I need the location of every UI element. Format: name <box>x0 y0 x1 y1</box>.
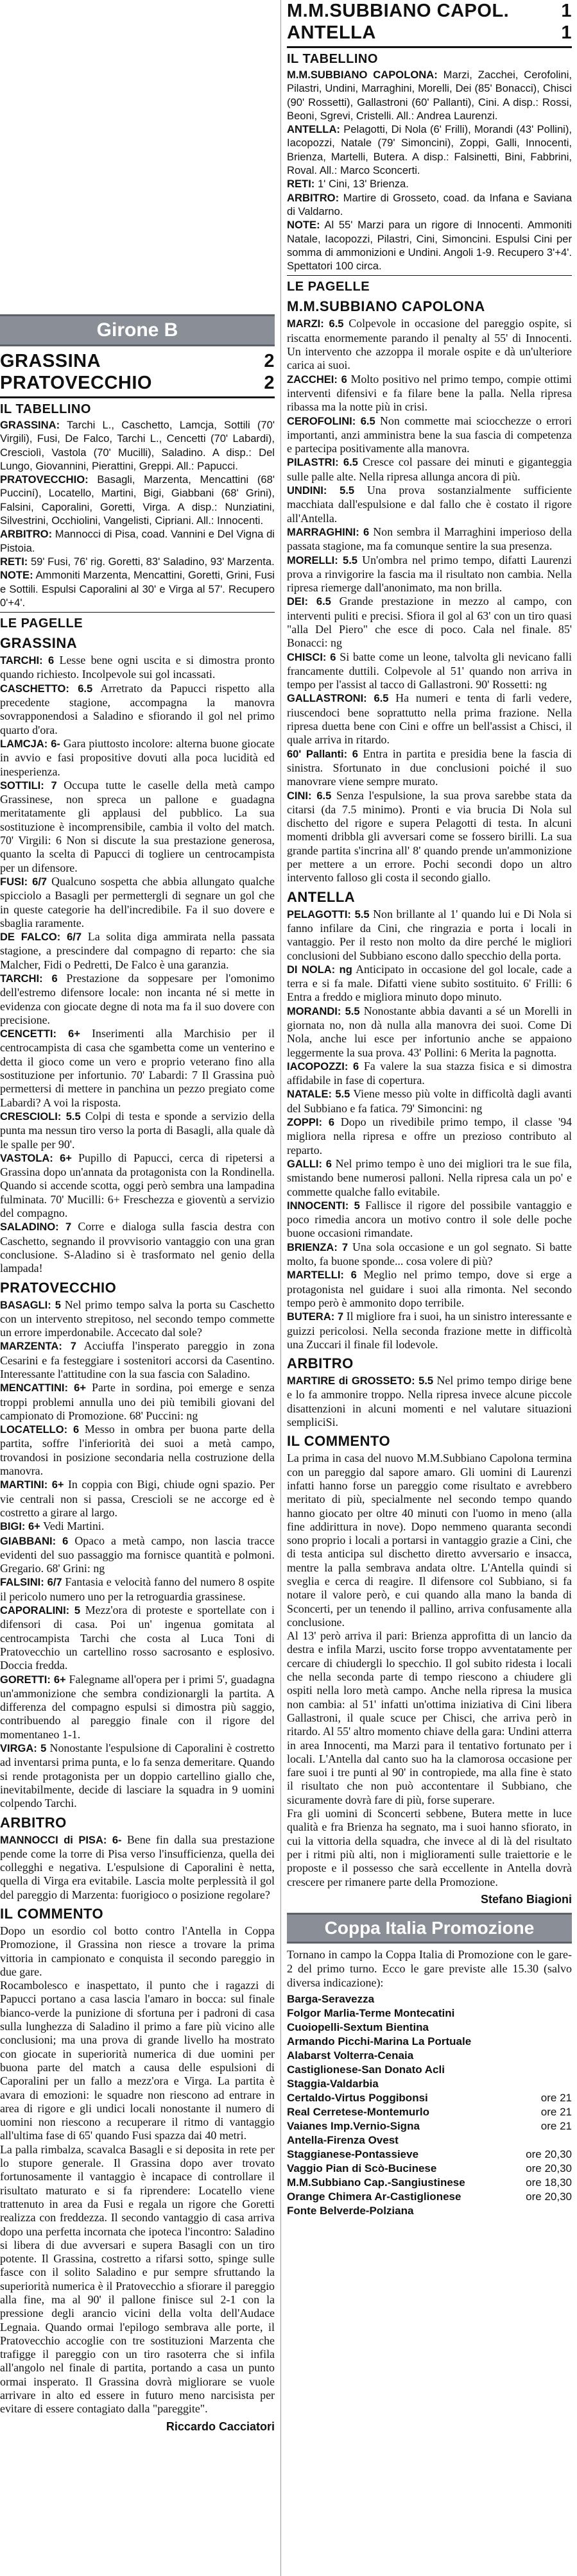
paragraph-text: Pupillo di Papucci, cerca di ripetersi a Grassina dopo un'annata da protagonista con la Rondinella. Quando si accende scotta, oggi però sembra una lampadina fulminata. 70' Mucilli: 6+ Freschezza e gioventù a servizio del compagno. <box>0 1151 275 1220</box>
paragraph-label: MARTELLI: 6 <box>287 1269 357 1282</box>
fixture-row <box>287 2049 572 2063</box>
paragraph-text: Il migliore fra i suoi, ha un sinistro interessante e guizzi pericolosi. Nella seconda frazione mette in difficoltà una Zuccari il finale fil lodevole. <box>287 1310 572 1351</box>
tabellino-title: IL TABELLINO <box>0 402 91 416</box>
paragraph-label: GORETTI: 6+ <box>0 1674 66 1686</box>
paragraph-label: 60' Pallanti: 6 <box>287 748 358 760</box>
paragraph-text: Anticipato in occasione del gol locale, cade a terra e si fa male. Difatti viene subito sostituito. 6' Frilli: 6 Entra a freddo e migliora minuto dopo minuto. <box>287 962 572 1004</box>
paragraph <box>287 789 572 885</box>
rule <box>287 46 572 48</box>
fixture-row <box>287 2148 572 2162</box>
paragraph-label: IACOPOZZI: 6 <box>287 1060 359 1072</box>
arbitro-title: ARBITRO <box>0 1814 67 1831</box>
paragraph-label: PRATOVECCHIO: <box>0 473 89 486</box>
paragraph <box>0 1110 275 1151</box>
paragraph-text: Mezz'ora di proteste e sportellate con i difensori di casa. Poi un' ingenua gomitata al centrocampista Tarchi che costa al Luca Toni di Pratovecchio un cartellino rosso sacrosanto e esplosivo. Doccia fredda. <box>0 1604 275 1672</box>
paragraph-text: Dopo un rivedibile primo tempo, il classe '94 migliora nella ripresa e offre un prezioso contributo al reparto. <box>287 1115 572 1157</box>
fixture-match: Castiglionese-San Donato Acli <box>287 2063 445 2076</box>
paragraph <box>287 1310 572 1352</box>
paragraph-text: Nonostante l'espulsione di Caporalini è costretto ad inventarsi prima punta, e lo fa senza demeritare. Quando si rende protagonista per un doppio cartellino giallo che, inevitabilmente, decide di lasciare la squadra in 9 uomini colpendo Tarchi. <box>0 1741 275 1810</box>
fixture-match: Vaggio Pian di Scò-Bucinese <box>287 2162 437 2174</box>
paragraph-label: FUSI: 6/7 <box>0 876 47 888</box>
paragraph <box>287 1087 572 1115</box>
home-team: GRASSINA <box>0 351 101 371</box>
paragraph-text: Al 55' Marzi para un rigore di Innocenti. Ammoniti Natale, Iacopozzi, Pilastri, Cini, Simoncini. Espulsi Cini per somma di ammonizioni e Undini. Angoli 1-9. Recupero 3'+4'. Spettatori 100 circa. <box>287 219 572 273</box>
paragraph-label: VASTOLA: 6+ <box>0 1152 72 1164</box>
away-score: 1 <box>561 22 572 43</box>
commento-title: IL COMMENTO <box>0 1905 104 1922</box>
commento-body <box>287 1452 572 1889</box>
paragraph-text: Opaco a metà campo, non lascia tracce evidenti del suo passaggio ma fornisce quantità e polmoni. Gregario. 68' Grini: ng <box>0 1534 275 1575</box>
paragraph-label: DE FALCO: 6/7 <box>0 931 82 944</box>
paragraph <box>287 317 572 372</box>
paragraph-label: BRIENZA: 7 <box>287 1241 349 1253</box>
paragraph-text: Non brillante al 1' quando lui e Di Nola si fanno infilare da Cini, che ringrazia e porta i locali in vantaggio. Per il resto non molto da dire perché le migliori conclusioni del Subbiano escono dallo specchio della porta. <box>287 907 572 962</box>
paragraph-label: MARRAGHINI: 6 <box>287 526 370 538</box>
paragraph-label: ZACCHEI: 6 <box>287 373 347 386</box>
paragraph-text: Una sola occasione e un gol segnato. Si batte molto, fa buone sponde... cosa volere di più? <box>287 1240 572 1268</box>
paragraph-text: Pelagotti, Di Nola (6' Frilli), Morandi (43' Pollini), Iacopozzi, Natale (79' Simoncini), Zoppi, Galli, Innocenti, Brienza, Martelli, Butera. A disp.: Falsinetti, Bini, Fabbrini, Roval. All.: Marco Sconcerti. <box>287 123 572 177</box>
paragraph <box>287 484 572 525</box>
commento-body <box>0 1924 275 2416</box>
paragraph <box>287 191 572 219</box>
fixture-match: Orange Chimera Ar-Castiglionese <box>287 2190 461 2203</box>
paragraph <box>0 779 275 875</box>
paragraph <box>0 682 275 737</box>
paragraph-label: GALLASTRONI: 6.5 <box>287 693 389 705</box>
paragraph-text: Falegname all'opera per i primi 5', guadagna un'ammonizione che sembra condizionargli la partita. A differenza del compagno espulsi si dimostra più saggio, contribuendo al pareggio finale con il rigore del momentaneo 1-1. <box>0 1672 275 1741</box>
fixture-row <box>287 2021 572 2035</box>
score-away <box>287 22 572 44</box>
paragraph-label: VIRGA: 5 <box>0 1743 47 1755</box>
paragraph <box>287 1241 572 1269</box>
paragraph <box>0 555 275 568</box>
paragraph-label: ANTELLA: <box>287 123 340 136</box>
paragraph <box>0 1381 275 1423</box>
paragraph-label: CASCHETTO: 6.5 <box>0 682 93 695</box>
fixture-row <box>287 2176 572 2190</box>
paragraph-label: PELAGOTTI: 5.5 <box>287 908 370 920</box>
fixture-match: M.M.Subbiano Cap.-Sangiustinese <box>287 2176 465 2189</box>
paragraph-text: Marzi, Zacchei, Cerofolini, Pilastri, Undini, Marraghini, Morelli, Dei (85' Bonacci), Chisci (90' Rossetti), Gallastroni (60' Pallanti), Cini. A disp.: Rossi, Beoni, Sgrevi, Cristelli. All.: Andrea Laurenzi. <box>287 69 572 122</box>
fixture-match: Real Cerretese-Montemurlo <box>287 2105 430 2118</box>
paragraph <box>0 568 275 609</box>
home-score: 1 <box>561 1 572 21</box>
paragraph <box>0 473 275 527</box>
tabellino-title: IL TABELLINO <box>287 52 378 66</box>
commento-paragraph: La prima in casa del nuovo M.M.Subbiano Capolona termina con un pareggio dal sapore amaro. Gli uomini di Laurenzi infatti hanno forse un pareggio come risultato e avrebbero meritato di più, specialmente nel secondo tempo quando hanno giocato per oltre 40 minuti con l'uomo in meno (alla fine addirittura in nove). Dopo nemmeno quaranta secondi sono proprio i locali a portarsi in vantaggio grazie a Cini, che di testa anticipa sul dischetto diretto avversario e insacca, mentre la palla sembrava andata oltre. L'Antella quindi si sveglia e cerca di reagire. Il difensore col Subbiano, si fa notare il valore però, e cui quando alla mano la banda di Sconcerti, per un tenendo il pallino, arriva confusamente alla conclusione. <box>287 1452 572 1629</box>
pagelle-pratovecchio <box>0 1298 275 1811</box>
paragraph-text: Una prova sostanzialmente sufficiente macchiata dall'espulsione e dal fallo che è costato il rigore all'Antella. <box>287 484 572 525</box>
fixture-time: ore 21 <box>540 2105 572 2118</box>
score-home <box>287 0 572 22</box>
empty-top-area <box>0 0 275 314</box>
pagelle-subbiano <box>287 317 572 885</box>
paragraph-text: Fallisce il rigore del possibile vantaggio e poco rimedia ancora un motivo contro il sole delle poche buone occasioni rimandate. <box>287 1198 572 1240</box>
paragraph <box>0 1478 275 1520</box>
away-team: ANTELLA <box>287 22 376 43</box>
paragraph <box>0 1027 275 1110</box>
fixture-row <box>287 2204 572 2218</box>
paragraph-label: NOTE: <box>287 219 320 232</box>
paragraph <box>287 1115 572 1157</box>
arbitro-body <box>0 1833 275 1902</box>
paragraph-text: Gara piuttosto incolore: alterna buone giocate in avvio e fasi propositive dovuti alla poca lucidità ed inesperienza. <box>0 736 275 778</box>
paragraph-text: Colpi di testa e sponde a servizio della punta ma nessun tiro verso la porta di Basagli, alla quale dà le spalle per 90'. <box>0 1109 275 1151</box>
fixture-time: ore 20,30 <box>526 2162 572 2174</box>
paragraph <box>287 1374 572 1429</box>
pagelle-title: LE PAGELLE <box>287 280 370 294</box>
fixture-time: ore 20,30 <box>526 2190 572 2203</box>
paragraph-label: CINI: 6.5 <box>287 790 332 802</box>
paragraph-label: INNOCENTI: 5 <box>287 1199 360 1212</box>
paragraph <box>287 525 572 554</box>
paragraph-text: Martire di Grosseto, coad. da Infana e Saviana di Valdarno. <box>287 191 572 217</box>
paragraph-label: CAPORALINI: 5 <box>0 1605 81 1617</box>
commento-title: IL COMMENTO <box>287 1433 391 1450</box>
paragraph-label: GALLI: 6 <box>287 1158 332 1170</box>
paragraph-label: DEI: 6.5 <box>287 596 331 608</box>
paragraph-text: Messo in ombra per buona parte della partita, soffre l'inferiorità dei suoi a metà campo, trovandosi in posizione secondaria nella costruzione della manovra. <box>0 1423 275 1478</box>
paragraph-text: Parte in sordina, poi emerge e senza troppi problemi annulla uno dei più temibili giovani del campionato di Promozione. 68' Puccini: ng <box>0 1381 275 1422</box>
paragraph-label: MARTINI: 6+ <box>0 1479 64 1491</box>
paragraph-label: MORELLI: 5.5 <box>287 554 357 566</box>
paragraph <box>0 1339 275 1381</box>
paragraph-text: Fa valere la sua stazza fisica e si dimostra affidabile in fase di copertura. <box>287 1059 572 1087</box>
paragraph <box>0 1151 275 1220</box>
article-signature: Riccardo Cacciatori <box>166 2419 275 2433</box>
paragraph-text: Nonostante abbia davanti a sé un Morelli in giornata no, non dà nulla alla manovra dei suoi. Come Di Nola, anche lui esce per infortunio anche se appaiono leggermente la sua prova. 43' Pollini: 6 Merita la pagnotta. <box>287 1004 572 1059</box>
paragraph-text: Lesse bene ogni uscita e si dimostra pronto quando richiesto. Incolpevole sui gol incassati. <box>0 654 275 681</box>
paragraph-text: Meglio nel primo tempo, dove si erge a protagonista nel guidare i suoi alla rimonta. Nel secondo tempo però è ammonito dopo terribile. <box>287 1268 572 1309</box>
fixture-row <box>287 1992 572 2006</box>
paragraph-label: M.M.SUBBIANO CAPOLONA: <box>287 69 438 81</box>
fixture-match: Armando Picchi-Marina La Portuale <box>287 2035 472 2047</box>
paragraph-label: NOTE: <box>0 569 33 582</box>
fixture-row <box>287 2006 572 2021</box>
pagelle-title: LE PAGELLE <box>0 616 83 631</box>
rule <box>0 396 275 398</box>
away-score: 2 <box>264 373 275 393</box>
paragraph-text: Non commette mai sciocchezze o errori importanti, anzi amministra bene la sua fascia di competenza e partecipa positivamente alla manovra. <box>287 414 572 455</box>
arbitro-body <box>287 1374 572 1429</box>
paragraph-text: Corre e dialoga sulla fascia destra con Caschetto, segnando il provvisorio vantaggio con una gran conclusione. S-Aladino si è trasformato nel genio della lampada! <box>0 1220 275 1275</box>
paragraph <box>0 1220 275 1275</box>
right-column <box>287 0 572 2576</box>
paragraph <box>287 1199 572 1241</box>
fixture-row <box>287 2035 572 2049</box>
article-signature: Stefano Biagioni <box>480 1892 572 1906</box>
paragraph <box>287 908 572 963</box>
fixtures-list <box>287 1992 572 2218</box>
paragraph-text: Mannocci di Pisa, coad. Vannini e Del Vigna di Pistoia. <box>0 528 275 554</box>
commento-paragraph: Fra gli uomini di Sconcerti sebbene, Butera mette in luce qualità e fra Brienza ha segnato, ma i suoi hanno sfiorato, in cui la vittoria della squadra, che invece al di là del risultato per i ritmi più alti, non i miglioramenti sulle traiettorie e le proposte e il possesso che sarà eccellente in Antella dovrà crescere per rimanere parte della Promozione. <box>287 1807 572 1888</box>
paragraph-text: Molto positivo nel primo tempo, compie ottimi interventi difensivi e fa filare bene la palla. Nella ripresa ribassa ma la notte più in crisi. <box>287 372 572 414</box>
left-column <box>0 0 275 2576</box>
paragraph <box>287 455 572 484</box>
paragraph-label: CEROFOLINI: 6.5 <box>287 415 375 427</box>
paragraph <box>0 1298 275 1340</box>
paragraph-text: Acciuffa l'insperato pareggio in zona Cesarini e fa festeggiare i sostenitori accorsi da Casentino. Interessante l'attitudine con la sua fascia con Saladino. <box>0 1339 275 1380</box>
commento-paragraph: La palla rimbalza, scavalca Basagli e si deposita in rete per lo stupore generale. Il Grassina dopo aver trovato fortunosamente il vantaggio è incapace di controllare il risultato maturato e si fa riprendere: Locatello viene trattenuto in area da Fusi e regala un rigore che Goretti realizza con freddezza. Il secondo vantaggio di casa arriva dopo una perfetta incornata che ipoteca l'incontro: Saladino si libera di due avversari e supera Basagli con un tiro potente. Il Grassina, costretto a rifarsi sotto, spinge sulle fasce con il solito Saladino e pur sempre sfruttando la superiorità numerica è il Pratovecchio a sfiorare il pareggio alla fine, ma al 90' il pallone finisce sul 2-1 con la pressione degli arancio vicini della volta dell'Audace Legnaia. Quando ormai l'epilogo sembrava alle porte, il Pratovecchio accoglie con tre sostituzioni Marzenta che trafigge il pareggio con un tiro rasoterra che si infila all'angolo nel finale di partita, portando a casa un punto ormai insperato. Il Grassina dovrà migliorare se vuole arrivare in alto ed essere in futuro meno narcisista per evitare di essere contagiato dalla "pareggite". <box>0 2142 275 2416</box>
paragraph <box>287 554 572 595</box>
fixture-match: Staggianese-Pontassieve <box>287 2148 419 2160</box>
paragraph <box>0 1534 275 1576</box>
paragraph-label: MARZI: 6.5 <box>287 318 344 330</box>
coppa-banner: Coppa Italia Promozione <box>287 1913 572 1944</box>
paragraph-label: GIABBANI: 6 <box>0 1535 69 1547</box>
team-title-pratovecchio: PRATOVECCHIO <box>0 1279 117 1296</box>
paragraph-text: Bene fin dalla sua prestazione pende come la torre di Pisa verso l'insufficienza, quella dei collegghi e negativa. L'espulsione di Caporalini è netta, quella di Virga era evitabile. Lascia molte perplessità il gol del pareggio di Marzenta: fuorigioco o posizione regolare? <box>0 1833 275 1901</box>
fixture-time: ore 21 <box>540 2091 572 2104</box>
paragraph-label: DI NOLA: ng <box>287 963 352 976</box>
paragraph-label: TARCHI: 6 <box>0 972 58 985</box>
paragraph <box>287 963 572 1004</box>
paragraph-label: RETI: <box>0 555 28 568</box>
fixture-match: Staggia-Valdarbia <box>287 2077 379 2090</box>
fixture-row <box>287 2119 572 2133</box>
tabellino-body <box>0 418 275 609</box>
paragraph-label: BIGI: 6+ <box>0 1521 40 1533</box>
paragraph-text: Viene messo più volte in difficoltà dagli avanti del Subbiano e fa fatica. 79' Simoncini: ng <box>287 1087 572 1115</box>
fixture-match: Fonte Belverde-Polziana <box>287 2204 414 2217</box>
paragraph <box>287 218 572 273</box>
paragraph-label: TARCHI: 6 <box>0 655 55 667</box>
group-banner: Girone B <box>0 314 275 346</box>
commento-paragraph: Dopo un esordio col botto contro l'Antella in Coppa Promozione, il Grassina non riesce a trovare la prima vittoria in campionato e conquista il secondo pareggio in due gare. <box>0 1924 275 1978</box>
paragraph-label: CHISCI: 6 <box>287 651 336 663</box>
paragraph <box>287 595 572 650</box>
commento-paragraph: Al 13' però arriva il pari: Brienza approfitta di un lancio da destra e infila Marzi, uscito forse troppo avventatamente per cercare di chiudergli lo specchio. Il gol subito ridesta i locali che nella seconda parte di tempo riescono a chiudere gli ospiti nella loro metà campo. Anche nella ripresa la musica non cambia: al 51' infatti un'ottima iniziativa di Cini libera Gallastroni, il quale scuce per Chisci, che arriva però in ritardo. Al 55' altro momento chiave della gara: Undini atterra in area Innocenti, ma Marzi para il tentativo fortunato per i locali. L'Antella dal canto suo ha la clamorosa occasione per fare suoi i tre punti al 90' in contropiede, ma alla fine è stato il risultato che non può accontentare il Subbiano, che sicuramente dovrà fare di più, forse superare. <box>287 1629 572 1806</box>
paragraph <box>287 177 572 191</box>
paragraph-text: Si batte come un leone, talvolta gli nevicano falli francamente duttili. Colpevole al 51' quando non arriva in tempo per l'assist al tacco di Gallastroni. 90' Rossetti: ng <box>287 650 572 691</box>
paragraph <box>0 527 275 555</box>
paragraph <box>287 1060 572 1088</box>
paragraph <box>0 737 275 779</box>
paragraph-text: Colpevole in occasione del pareggio ospite, si riscatta enormemente parando il penalty al 55' di Innocenti. Un intervento che azzoppa il morale ospite e dà un'ulteriore carica ai suoi. <box>287 317 572 372</box>
rule <box>0 612 275 613</box>
fixture-time: ore 20,30 <box>526 2148 572 2160</box>
paragraph-text: Entra in partita e presidia bene la fascia di sinistra. Sfortunato in due conclusioni poiché il suo manovrare viene sempre murato. <box>287 747 572 788</box>
paragraph-text: Ammoniti Marzenta, Mencattini, Goretti, Grini, Fusi e Sottili. Espulsi Caporalini al 30' e Virga al 57'. Recupero 0'+4'. <box>0 569 275 609</box>
score-away <box>0 372 275 394</box>
paragraph-label: GRASSINA: <box>0 419 60 431</box>
paragraph-text: Tarchi L., Caschetto, Lamcja, Sottili (70' Virgili), Fusi, De Falco, Tarchi L., Cencetti (70' Labardi), Cresciolì, Vastola (70' Mucilli), Saladino. A disp.: Del Lungo, Giovannini, Pierattini, Greppi. All.: Papucci. <box>0 419 275 472</box>
paragraph-label: MARZENTA: 7 <box>0 1341 76 1353</box>
paragraph-text: Vedi Martini. <box>40 1520 105 1533</box>
paragraph-label: CRESCIOLI: 5.5 <box>0 1110 81 1123</box>
paragraph <box>287 650 572 692</box>
paragraph <box>0 875 275 930</box>
paragraph-text: Arretrato da Papucci rispetto alla precedente stagione, accompagna la manovra sovrapponendosi a Saladino e sfiorando il gol nel primo quarto d'ora. <box>0 681 275 736</box>
paragraph-text: Fantasia e velocità fanno del numero 8 ospite il pericolo numero uno per la retroguardia grassinese. <box>0 1575 275 1603</box>
paragraph-label: SOTTILI: 7 <box>0 779 57 792</box>
fixture-row <box>287 2063 572 2077</box>
team-title-grassina: GRASSINA <box>0 635 78 652</box>
paragraph-label: MARTIRE di GROSSETO: 5.5 <box>287 1375 434 1387</box>
home-team: M.M.SUBBIANO CAPOL. <box>287 1 510 21</box>
team-title-antella: ANTELLA <box>287 888 356 905</box>
fixture-row <box>287 2091 572 2105</box>
paragraph-text: Basagli, Marzenta, Mencattini (68' Pucciní), Locatello, Martini, Bigi, Giabbani (68' Grini), Falsini, Caporalini, Goretti, Virga. A disp.: Nunziatini, Silvestrini, Occhiolini, Vangelisti, Cipriani. All.: Innocenti. <box>0 473 275 527</box>
paragraph <box>0 930 275 972</box>
paragraph-text: Grande prestazione in mezzo al campo, con interventi puliti e precisi. Sfiora il gol al 63' con un tiro quasi "alla Del Piero" che esce di poco. Cala nel finale. 85' Bonacci: ng <box>287 595 572 650</box>
paragraph-text: Prestazione da soppesare per l'omonimo dell'estremo difensore locale: non incanta né si mette in evidenza con giocate degne di nota ma fa il suo dovere con precisione. <box>0 971 275 1026</box>
paragraph-text: Ha numeri e tenta di farli vedere, riuscendoci bene soprattutto nella prima frazione. Nella ripresa duetta bene con Cini e offre un bell'assist a Chisci, il quale arriva in ritardo. <box>287 691 572 747</box>
paragraph <box>287 1004 572 1060</box>
column-divider <box>280 0 281 2576</box>
paragraph-label: LOCATELLO: 6 <box>0 1424 80 1436</box>
paragraph-text: Occupa tutte le caselle della metà campo Grassinese, non spreca un pallone e guadagna meritatamente gli applausi del pubblico. La sua sostituzione è incomprensibile, cambia il volto del match. 70' Virgili: 6 Non si discute la sua prestazione generosa, quanto la scelta di Papucci di togliere un centrocampista per un difensore. <box>0 778 275 874</box>
pagelle-grassina <box>0 654 275 1275</box>
paragraph-text: La solita diga ammirata nella passata stagione, a prescindere dal compagno di reparto: che sia Malcher, Fidi o Pedretti, De Falco è una garanzia. <box>0 930 275 971</box>
fixture-match: Antella-Firenza Ovest <box>287 2133 399 2146</box>
paragraph-text: Nel primo tempo salva la porta su Caschetto con un intervento strepitoso, nel secondo tempo commette un errore imperdonabile. Accecato dal sole? <box>0 1298 275 1339</box>
fixture-row <box>287 2105 572 2119</box>
paragraph <box>0 1604 275 1672</box>
paragraph-label: PILASTRI: 6.5 <box>287 457 358 469</box>
paragraph-text: Qualcuno sospetta che abbia allungato qualche spicciolo a Basagli per permettergli di segnare un gol che in queste categorie ha dell'incredibile. Fa il suo dovere e sbaglia raramente. <box>0 874 275 929</box>
paragraph-label: MORANDI: 5.5 <box>287 1005 360 1017</box>
paragraph-label: FALSINI: 6/7 <box>0 1577 62 1589</box>
paragraph-text: 1' Cini, 13' Brienza. <box>314 178 409 191</box>
fixture-row <box>287 2077 572 2091</box>
paragraph-label: SALADINO: 7 <box>0 1221 72 1233</box>
fixture-row <box>287 2162 572 2176</box>
fixture-time: ore 18,30 <box>526 2176 572 2189</box>
away-team: PRATOVECCHIO <box>0 373 152 393</box>
paragraph <box>287 414 572 456</box>
paragraph <box>0 1741 275 1810</box>
paragraph-label: ARBITRO: <box>0 528 53 541</box>
paragraph-label: CENCETTI: 6+ <box>0 1028 80 1040</box>
paragraph-text: Un'ombra nel primo tempo, difatti Laurenzi prova a rinvigorire la fascia ma il risultato non cambia. Nella ripresa riemerge dall'anonimato, ma non brilla. <box>287 553 572 595</box>
paragraph <box>0 1833 275 1902</box>
paragraph-label: MENCATTINI: 6+ <box>0 1382 86 1394</box>
paragraph-text: Cresce col passare dei minuti e giganteggia sulle palle alte. Nella ripresa allunga ancora di più. <box>287 455 572 483</box>
paragraph-text: Senza l'espulsione, la sua prova sarebbe stata da citarsi (da 7.5 minimo). Pronti e via brucia Di Nola sul dischetto del rigore e supera Pelagotti di testa. In alcuni momenti dribbla gli avversari come se fossero birilli. La sua grande partita s'incrina all' 8' quando prende un'ammonizione per mettere a un errore. Pochi secondi dopo un altro intervento falloso gli costa il secondo giallo. <box>287 788 572 885</box>
fixture-match: Folgor Marlia-Terme Montecatini <box>287 2006 455 2019</box>
paragraph-label: MANNOCCI di PISA: 6- <box>0 1834 122 1846</box>
paragraph <box>0 1520 275 1534</box>
score-home <box>0 350 275 372</box>
paragraph-label: LAMCJA: 6- <box>0 738 60 750</box>
rule <box>287 275 572 276</box>
fixture-match: Vaianes Imp.Vernio-Signa <box>287 2119 420 2132</box>
paragraph-label: UNDINI: 5.5 <box>287 485 355 497</box>
paragraph <box>287 68 572 123</box>
fixture-match: Certaldo-Virtus Poggibonsi <box>287 2091 428 2104</box>
fixture-time: ore 21 <box>540 2119 572 2132</box>
paragraph-text: In coppia con Bigi, chiude ogni spazio. Per vie centrali non si passa, Crescioli se ne accorge ed è costretto a girare al largo. <box>0 1478 275 1519</box>
arbitro-title: ARBITRO <box>287 1355 354 1372</box>
fixture-row <box>287 2190 572 2204</box>
paragraph-label: ARBITRO: <box>287 191 340 204</box>
tabellino-body <box>287 68 572 273</box>
paragraph-text: Nel primo tempo dirige bene e lo fa ammonire troppo. Nella ripresa invece alcune piccole disattenzioni in alcuni momenti e nel valutare situazioni sempliciSi. <box>287 1374 572 1429</box>
paragraph <box>0 1423 275 1478</box>
paragraph-label: NATALE: 5.5 <box>287 1089 350 1101</box>
paragraph-text: 59' Fusi, 76' rig. Goretti, 83' Saladino, 93' Marzenta. <box>28 555 275 568</box>
fixture-match: Alabarst Volterra-Cenaia <box>287 2049 414 2062</box>
paragraph <box>287 1268 572 1310</box>
fixture-match: Barga-Seravezza <box>287 1992 375 2005</box>
paragraph <box>287 123 572 177</box>
coppa-intro: Tornano in campo la Coppa Italia di Promozione con le gare-2 del primo turno. Ecco le gare previste alle 15.30 (salvo diversa indicazione): <box>287 1947 572 1989</box>
paragraph-text: Non sembra il Marraghini imperioso della passata stagione, ma fa comunque sentire la sua presenza. <box>287 525 572 553</box>
paragraph <box>0 972 275 1027</box>
paragraph <box>0 1575 275 1604</box>
paragraph <box>287 691 572 747</box>
paragraph <box>0 654 275 682</box>
fixture-match: Cuoiopelli-Sextum Bientina <box>287 2021 429 2033</box>
paragraph-label: BASAGLI: 5 <box>0 1299 61 1311</box>
home-score: 2 <box>264 351 275 371</box>
fixture-row <box>287 2133 572 2148</box>
pagelle-antella <box>287 908 572 1352</box>
paragraph-label: BUTERA: 7 <box>287 1311 344 1323</box>
paragraph-label: ZOPPI: 6 <box>287 1117 335 1129</box>
paragraph-text: Inserimenti alla Marchisio per il centrocampista di casa che sgambetta come un venterino e detta il gioco come un vero e proprio veterano fino alla sostituzione per infortunio. 70' Labardi: 7 Il Grassina può permettersi di mettere in panchina un pezzo pregiato come Labardi? A voi la risposta. <box>0 1027 275 1109</box>
paragraph <box>0 1673 275 1741</box>
commento-paragraph: Rocambolesco e inaspettato, il punto che i ragazzi di Papucci portano a casa lascia l'amaro in bocca: sul finale bianco-verde la punizione di sfortuna per i padroni di casa sulla lunghezza di Saladino il primo a fare più vicino alle conclusioni; ma una prova di grande livello ha mostrato con giocate in superiorità numerica di due uomini per buona parte del match a causa delle espulsioni di Caporalini per un fallo a mezz'ora e Virga. La partita è avara di emozioni: le squadre non riescono ad entrare in area di rigore e gli undici locali nonostante il numero di uomini non riescono a recuperare il ritmo di vantaggio all'ultima fase di 65' quando Fusi spazza dai 40 metri. <box>0 1979 275 2142</box>
paragraph <box>287 373 572 414</box>
team-title-subbiano: M.M.SUBBIANO CAPOLONA <box>287 298 485 315</box>
paragraph <box>287 747 572 789</box>
paragraph-label: RETI: <box>287 178 315 191</box>
paragraph <box>0 418 275 473</box>
paragraph-text: Nel primo tempo è uno dei migliori tra le sue fila, smistando bene numerosi palloni. Nella ripresa cala un po' e commette qualche fallo evitabile. <box>287 1157 572 1198</box>
paragraph <box>287 1157 572 1199</box>
